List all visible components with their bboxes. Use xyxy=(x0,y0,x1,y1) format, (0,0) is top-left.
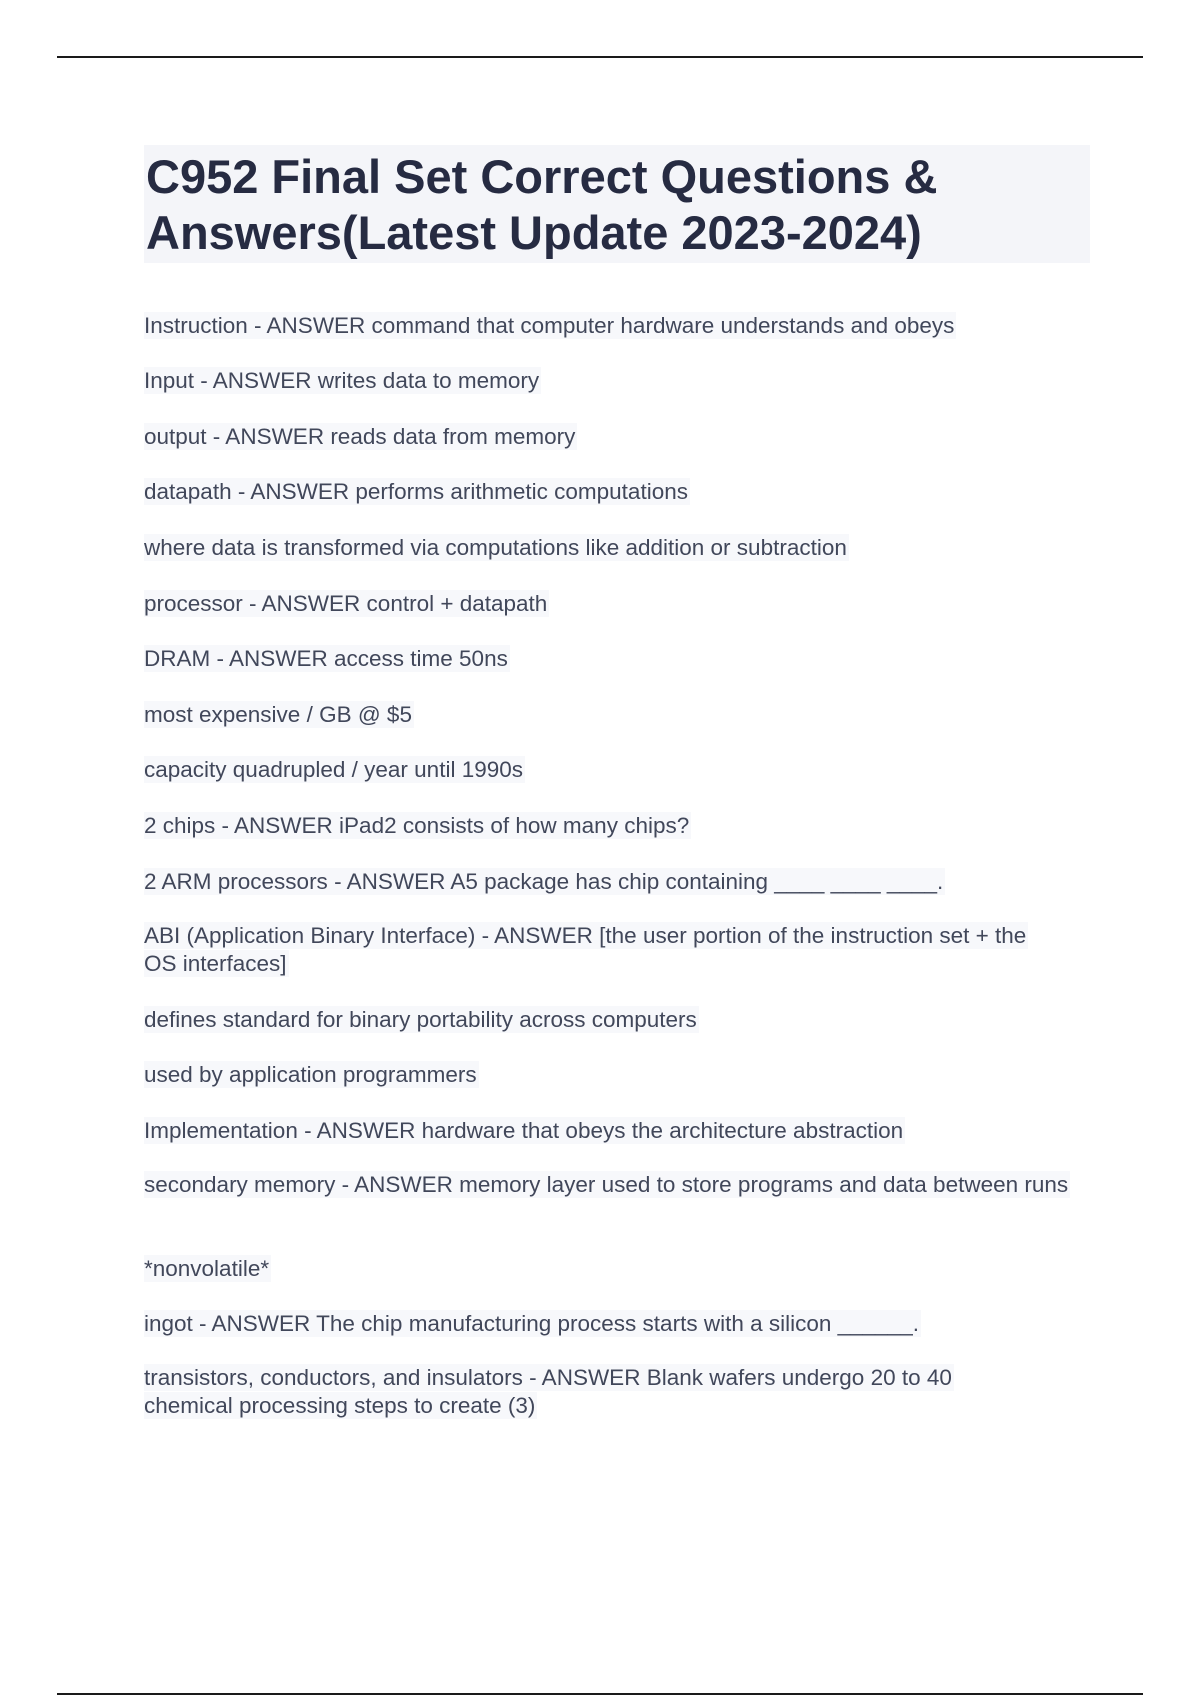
qa-entry: capacity quadrupled / year until 1990s xyxy=(144,757,523,782)
qa-entry: where data is transformed via computations like addition or subtraction xyxy=(144,535,847,560)
qa-entry: *nonvolatile* xyxy=(144,1256,270,1281)
qa-entry: most expensive / GB @ $5 xyxy=(144,702,412,727)
qa-entry: DRAM - ANSWER access time 50ns xyxy=(144,646,508,671)
qa-entry: defines standard for binary portability across computers xyxy=(144,1007,697,1032)
qa-entry: Instruction - ANSWER command that computer hardware understands and obeys xyxy=(144,313,955,338)
qa-entry: output - ANSWER reads data from memory xyxy=(144,424,576,449)
qa-entry: ingot - ANSWER The chip manufacturing process starts with a silicon ______. xyxy=(144,1311,919,1336)
bottom-rule xyxy=(57,1693,1143,1695)
qa-entry: Implementation - ANSWER hardware that obeys the architecture abstraction xyxy=(144,1118,904,1143)
qa-entry: used by application programmers xyxy=(144,1062,477,1087)
qa-entry: 2 ARM processors - ANSWER A5 package has chip containing ____ ____ ____. xyxy=(144,869,944,894)
qa-entry: transistors, conductors, and insulators - ANSWER Blank wafers undergo 20 to 40 chemical processing steps to create (3) xyxy=(144,1365,952,1418)
qa-entry: 2 chips - ANSWER iPad2 consists of how many chips? xyxy=(144,813,690,838)
qa-entry: Input - ANSWER writes data to memory xyxy=(144,368,540,393)
qa-entry: secondary memory - ANSWER memory layer used to store programs and data between runs xyxy=(144,1172,1069,1197)
qa-entry: datapath - ANSWER performs arithmetic computations xyxy=(144,479,688,504)
title-block xyxy=(144,145,1090,263)
qa-entry: ABI (Application Binary Interface) - ANSWER [the user portion of the instruction set + the OS interfaces] xyxy=(144,923,1027,976)
document-title: C952 Final Set Correct Questions & Answers(Latest Update 2023-2024) xyxy=(146,150,938,259)
qa-entry: processor - ANSWER control + datapath xyxy=(144,591,548,616)
top-rule xyxy=(57,56,1143,58)
